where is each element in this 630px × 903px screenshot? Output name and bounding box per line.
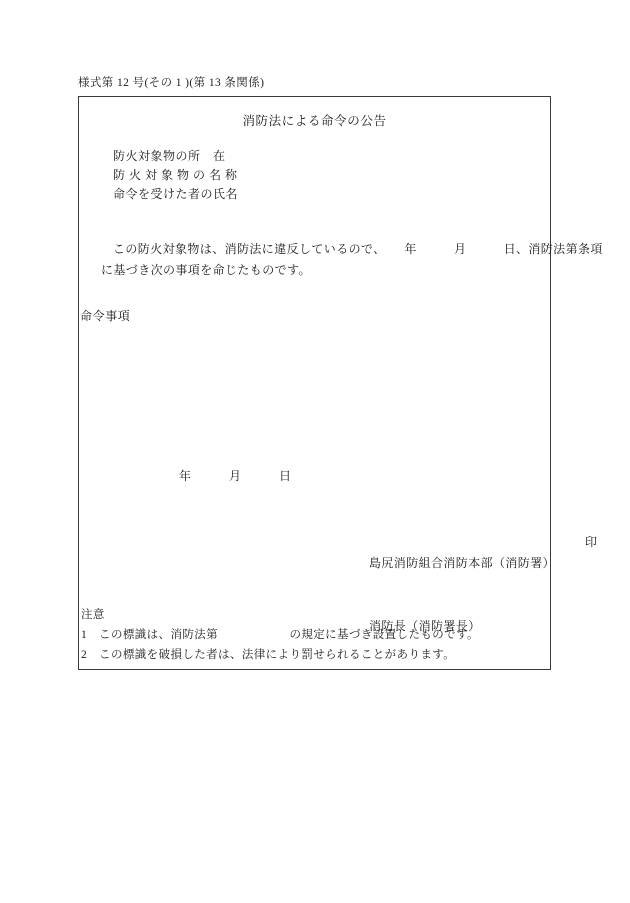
note-item-2: 2 この標識を破損した者は、法律により罰せられることがあります。 [81,649,456,661]
field-name: 防 火 対 象 物 の 名 称 [113,168,238,182]
document-title: 消防法による命令の公告 [242,114,387,128]
notes-title: 注意 [81,609,105,621]
issuer-title: 消防長（消防署長） [369,619,481,633]
field-location: 防火対象物の所 在 [113,149,226,163]
body-paragraph [101,239,603,281]
body-line-2: に基づき次の事項を命じたものです。 [101,263,311,277]
body-line-1: この防火対象物は、消防法に違反しているので、 年 月 日、消防法第条項 [113,242,603,256]
field-person: 命令を受けた者の氏名 [113,187,239,201]
issuer-organization: 島尻消防組合消防本部（消防署） [369,556,556,570]
seal-mark: 印 [585,535,598,549]
issue-date-line: 年 月 日 [179,469,292,483]
subject-fields [113,147,238,204]
note-item-1: 1 この標識は、消防法第 の規定に基づき設置したものです。 [81,629,479,641]
order-items-label-text: 命令事項 [80,309,131,323]
form-code: 様式第 12 号(その 1 )(第 13 条関係) [78,77,265,89]
notice-box [78,96,603,670]
notes-block [81,605,479,665]
